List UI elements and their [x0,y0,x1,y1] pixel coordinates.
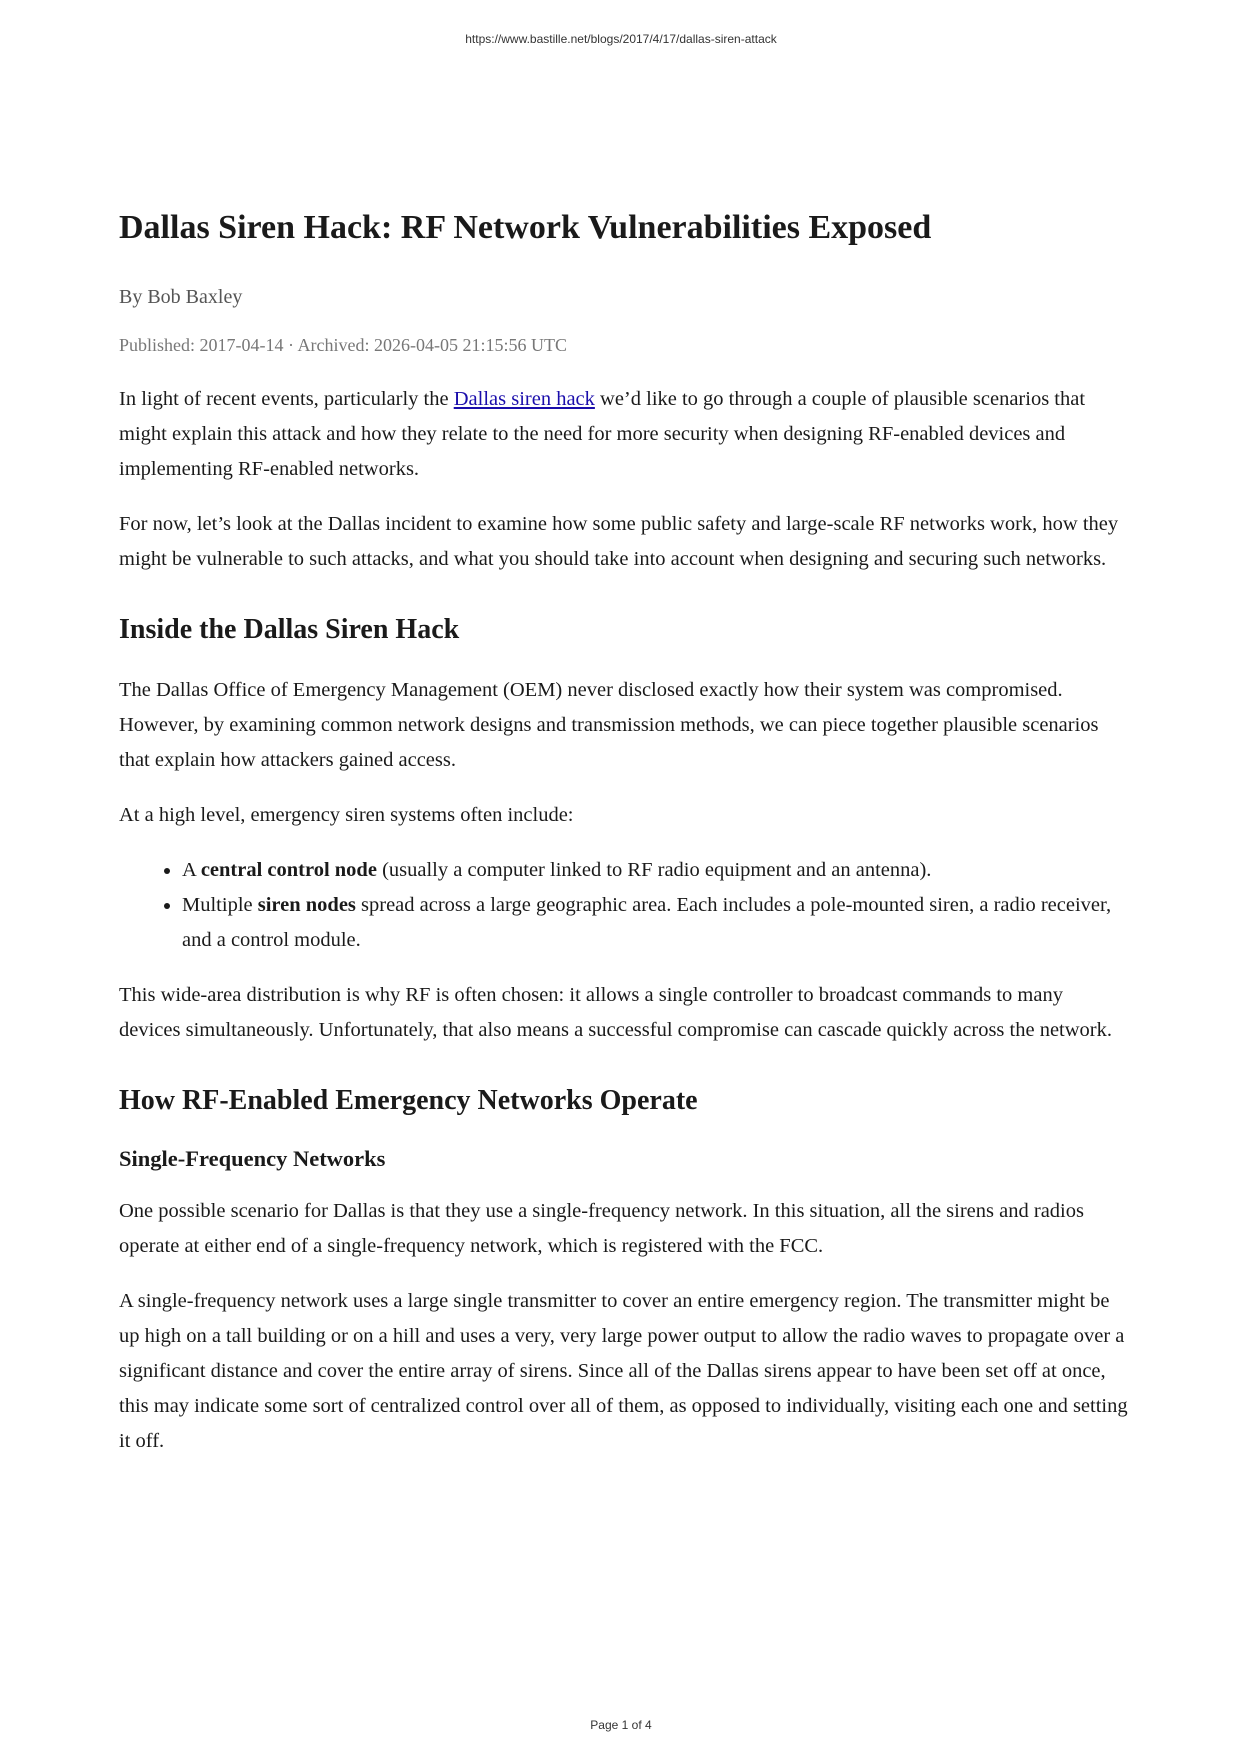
article-byline: By Bob Baxley [119,285,243,308]
list-item: • Multiple siren nodes spread across a large geographic area. Each includes a pole-mounted siren, a radio receiver, and a control module. [182,888,1129,958]
section-heading-rf-networks: How RF-Enabled Emergency Networks Operate [119,1084,698,1116]
page-url-header: https://www.bastille.net/blogs/2017/4/17/dallas-siren-attack [465,32,777,46]
dallas-siren-hack-link[interactable]: Dallas siren hack [453,387,595,410]
intro-paragraph-1 [119,382,1129,487]
section2-paragraph-1: One possible scenario for Dallas is that they use a single-frequency network. In this situation, all the sirens and radios operate at either end of a single-frequency network, which is registered with the FCC. [119,1200,1084,1258]
article-meta: Published: 2017-04-14 · Archived: 2026-04-05 21:15:56 UTC [119,334,567,355]
section1-paragraph-1: The Dallas Office of Emergency Management (OEM) never disclosed exactly how their system was compromised. However, by examining common network designs and transmission methods, we can piece together plausible scenarios that explain how attackers gained access. [119,678,1099,771]
section1-paragraph-3: This wide-area distribution is why RF is often chosen: it allows a single controller to broadcast commands to many devices simultaneously. Unfortunately, that also means a successful compromise can cascade quickly across the network. [119,983,1112,1041]
bold-term: central control node [200,858,377,881]
intro-paragraph-2: For now, let’s look at the Dallas incident to examine how some public safety and large-scale RF networks work, how they might be vulnerable to such attacks, and what you should take into account when designing and securing such networks. [119,512,1119,570]
page-number-footer: Page 1 of 4 [590,1718,652,1732]
bold-term: siren nodes [257,893,356,916]
article-title: Dallas Siren Hack: RF Network Vulnerabilities Exposed [119,209,932,246]
section-heading-inside-hack: Inside the Dallas Siren Hack [119,613,460,645]
intro-text-after: we’d like to go through a couple of plausible scenarios that might explain this attack and how they relate to the need for more security when designing RF-enabled devices and implementing RF-enabled networks. [119,387,1086,480]
intro-text-before: In light of recent events, particularly the [119,387,454,410]
section2-paragraph-2: A single-frequency network uses a large single transmitter to cover an entire emergency region. The transmitter might be up high on a tall building or on a hill and uses a very, very large power output to allow the radio waves to propagate over a significant distance and cover the entire array of sirens. Since all of the Dallas sirens appear to have been set off at once, this may indicate some sort of centralized control over all of them, as opposed to individually, visiting each one and setting it off. [119,1290,1128,1453]
subheading-single-frequency: Single-Frequency Networks [119,1146,386,1172]
siren-system-components-list [119,853,1129,958]
list-item: • A central control node (usually a computer linked to RF radio equipment and an antenna). [182,853,1129,888]
section1-paragraph-2: At a high level, emergency siren systems often include: [119,803,574,826]
article [119,208,1129,1479]
